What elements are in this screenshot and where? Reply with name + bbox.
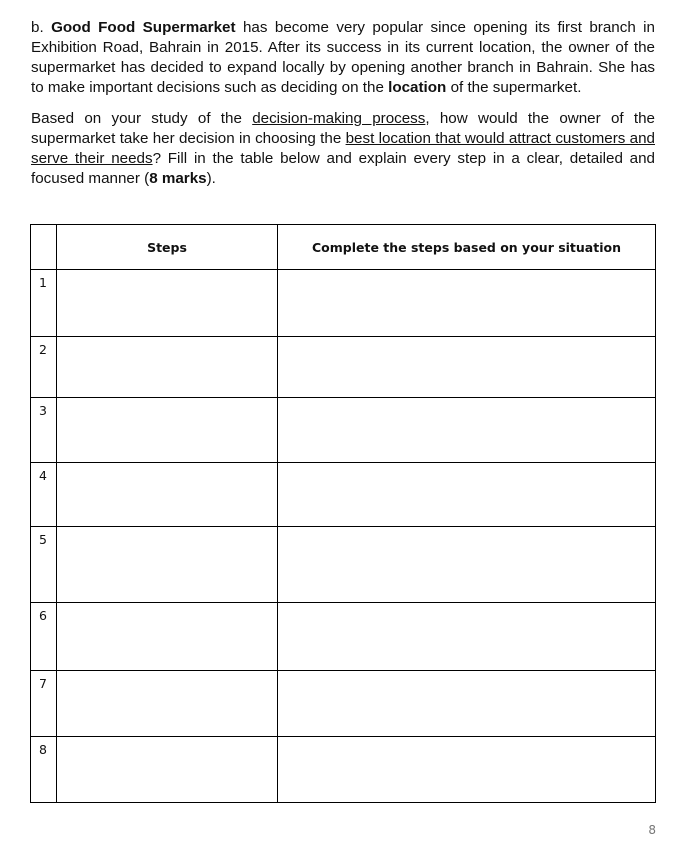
task-text-close: ). [206,170,216,187]
answer-cell[interactable] [278,337,656,398]
table-row [31,270,656,337]
table-row [31,463,656,527]
answer-cell[interactable] [278,463,656,527]
intro-text: has become very popular since opening its first branch in Exhibition Road, Bahrain in 2015. After its success in its current location, the owner of the supermarket has decided to expand locally by opening another branch in Bahrain. She has to make important decisions such as deciding on the [31,19,656,96]
step-cell[interactable] [57,527,278,603]
step-cell[interactable] [57,671,278,737]
intro-text-end: of the supermarket. [446,79,582,96]
location-keyword: location [388,79,447,96]
answer-cell[interactable] [278,270,656,337]
row-number: 1 [31,270,57,337]
task-text-end: ? Fill in the table below and explain every step in a clear, detailed and focused manner ( [31,150,655,187]
step-cell[interactable] [57,463,278,527]
row-number: 8 [31,737,57,803]
step-cell[interactable] [57,398,278,463]
task-text-mid: , how would the owner of the supermarket take her decision in choosing the [31,110,655,147]
row-number: 3 [31,398,57,463]
table-row [31,671,656,737]
answer-cell[interactable] [278,527,656,603]
step-cell[interactable] [57,603,278,671]
row-number: 6 [31,603,57,671]
step-cell[interactable] [57,337,278,398]
row-number: 7 [31,671,57,737]
marks-label: 8 marks [149,170,207,187]
header-number-cell [31,225,57,270]
table-row [31,527,656,603]
steps-table [30,224,656,803]
table-row [31,398,656,463]
row-number: 2 [31,337,57,398]
answer-cell[interactable] [278,737,656,803]
table-header-row [31,225,656,270]
task-text: Based on your study of the [31,110,253,127]
best-location-phrase: best location that would attract customers and serve their needs [31,130,655,167]
answer-cell[interactable] [278,603,656,671]
table-row [31,603,656,671]
table-row [31,337,656,398]
answer-cell[interactable] [278,398,656,463]
company-name: Good Food Supermarket [51,19,236,36]
answer-cell[interactable] [278,671,656,737]
step-cell[interactable] [57,270,278,337]
row-number: 4 [31,463,57,527]
header-complete-steps: Complete the steps based on your situation [278,225,656,270]
decision-making-process-phrase: decision-making process [252,110,426,127]
page-number: 8 [648,823,656,837]
row-number: 5 [31,527,57,603]
question-paragraph-intro [31,18,655,98]
step-cell[interactable] [57,737,278,803]
header-steps: Steps [57,225,278,270]
question-paragraph-task [31,109,655,189]
question-label: b. [31,19,52,36]
table-row [31,737,656,803]
